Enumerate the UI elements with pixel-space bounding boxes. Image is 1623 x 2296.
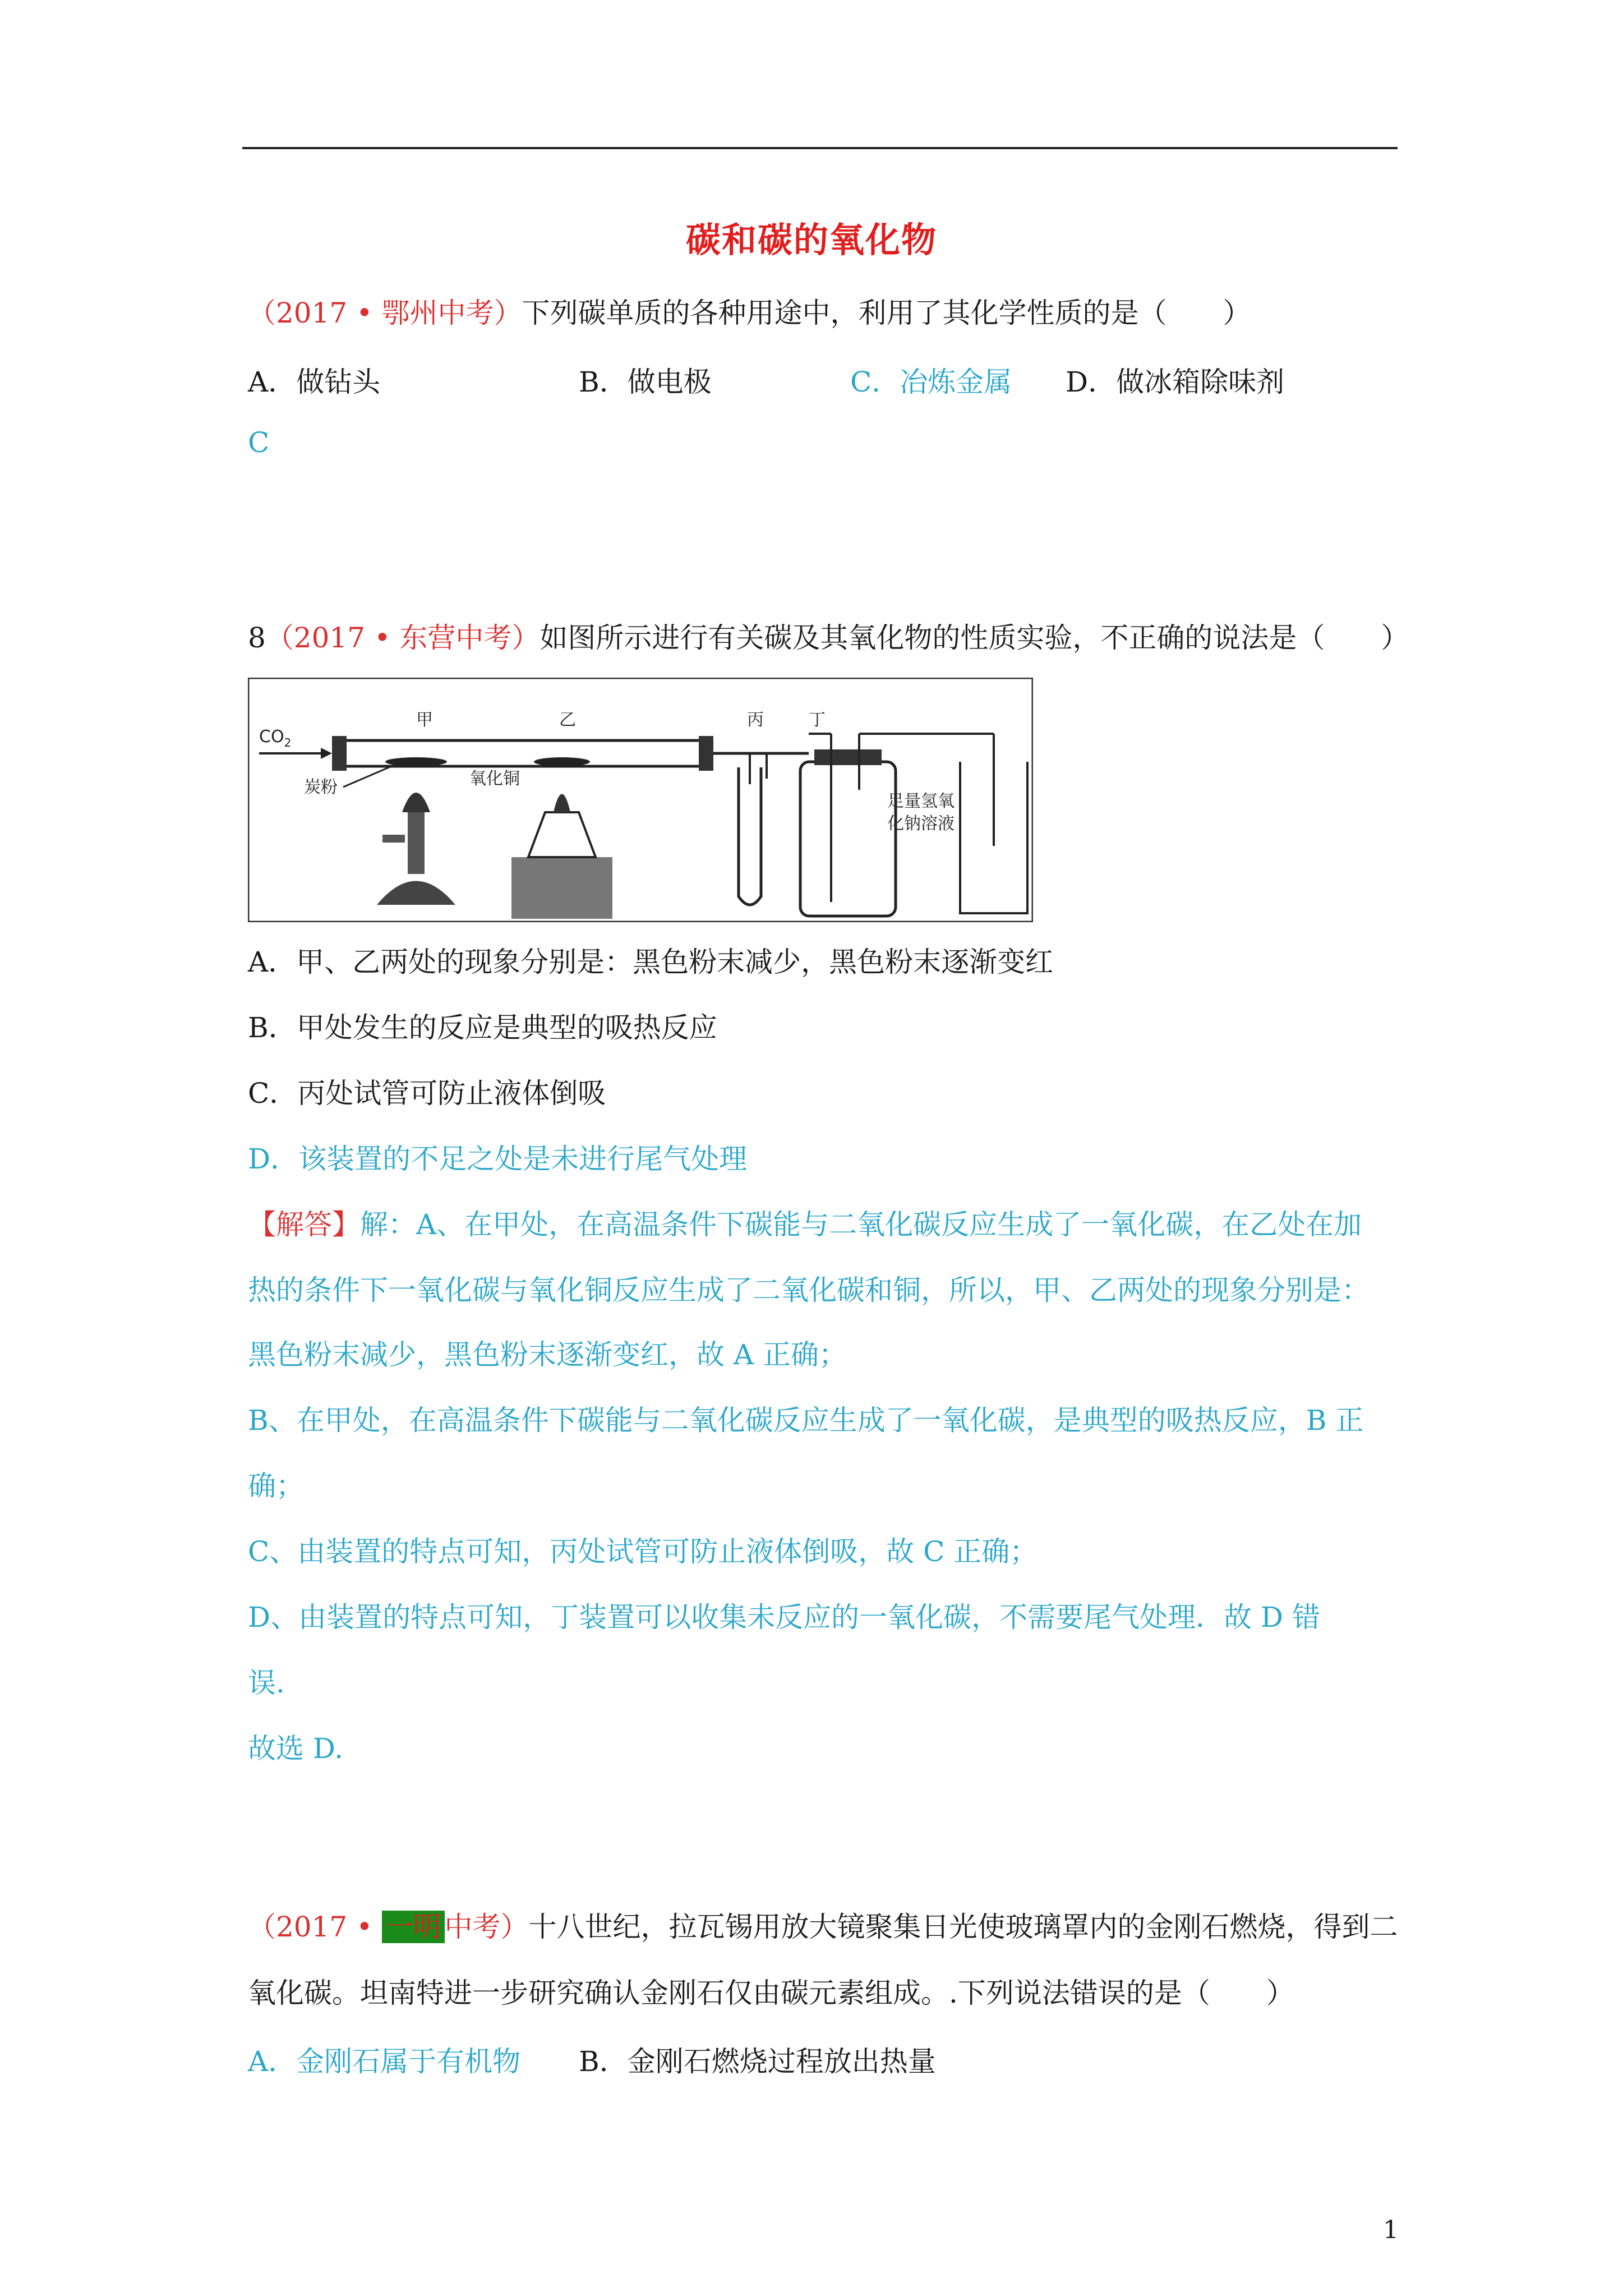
- question-1-option-d: D．做冰箱除味剂: [1066, 366, 1285, 398]
- analysis-line-8: 误.: [248, 1667, 285, 1699]
- label-tanfen: 炭粉: [304, 777, 338, 797]
- question-2-option-d: D．该装置的不足之处是未进行尾气处理: [248, 1143, 748, 1175]
- question-1-option-c: C．冶炼金属: [850, 366, 1012, 398]
- question-3-option-b: B．金刚石燃烧过程放出热量: [579, 2045, 936, 2078]
- analysis-line-6: C、由装置的特点可知，丙处试管可防止液体倒吸，故 C 正确；: [248, 1535, 1038, 1568]
- question-3-source-city: 一明: [382, 1911, 445, 1943]
- analysis-line-1: 【解答】解：A、在甲处，在高温条件下碳能与二氧化碳反应生成了一氧化碳，在乙处在加: [248, 1208, 1362, 1241]
- question-1-stem: [248, 293, 1251, 333]
- question-1-option-b: B．做电极: [579, 366, 712, 398]
- question-2-number: 8: [248, 622, 266, 654]
- question-2-option-b: B．甲处发生的反应是典型的吸热反应: [248, 1011, 717, 1044]
- label-bing: 丙: [747, 710, 764, 730]
- question-1-source: （2017 • 鄂州中考）: [248, 297, 522, 329]
- question-1-option-a: A．做钻头: [248, 366, 381, 398]
- page-title: 碳和碳的氧化物: [685, 219, 937, 260]
- label-co2: $CO_2$: [259, 727, 292, 749]
- analysis-line-5: 确；: [248, 1470, 304, 1502]
- label-naoh-2: 化钠溶液: [887, 814, 955, 834]
- experiment-apparatus-figure: [248, 678, 1033, 922]
- label-ding: 丁: [809, 710, 826, 730]
- label-naoh-1: 足量氢氧: [887, 792, 955, 811]
- page-number: 1: [1383, 2216, 1399, 2244]
- question-3-stem-line-2: 氧化碳。坦南特进一步研究确认金刚石仅由碳元素组成。.下列说法错误的是（ ）: [248, 1977, 1294, 2009]
- question-1-answer: C: [248, 426, 270, 459]
- label-yanghuatong: 氧化铜: [469, 769, 520, 789]
- question-2-option-a: A．甲、乙两处的现象分别是：黑色粉末减少，黑色粉末逐渐变红: [248, 946, 1054, 978]
- label-jia: 甲: [416, 710, 433, 730]
- label-yi: 乙: [559, 710, 576, 730]
- analysis-line-7: D、由装置的特点可知，丁装置可以收集未反应的一氧化碳，不需要尾气处理．故 D 错: [248, 1601, 1320, 1634]
- question-2-text: 如图所示进行有关碳及其氧化物的性质实验，不正确的说法是（ ）: [540, 622, 1409, 654]
- question-2-source: （2017 • 东营中考）: [265, 622, 540, 654]
- analysis-line-2: 热的条件下一氧化碳与氧化铜反应生成了二氧化碳和铜，所以，甲、乙两处的现象分别是：: [248, 1274, 1370, 1306]
- analysis-line-4: B、在甲处，在高温条件下碳能与二氧化碳反应生成了一氧化碳，是典型的吸热反应，B 正: [248, 1404, 1364, 1437]
- question-2-option-c: C．丙处试管可防止液体倒吸: [248, 1077, 606, 1110]
- question-3-option-a: A．金刚石属于有机物: [248, 2045, 521, 2078]
- analysis-label: 【解答】: [248, 1208, 360, 1241]
- question-2-stem: [248, 618, 1409, 657]
- question-1-text: 下列碳单质的各种用途中，利用了其化学性质的是（ ）: [522, 297, 1251, 329]
- header-rule: [242, 147, 1398, 149]
- analysis-line-3: 黑色粉末减少，黑色粉末逐渐变红，故 A 正确；: [248, 1338, 847, 1371]
- question-3-stem-line-1: （2017 • 一明 中考）十八世纪，拉瓦锡用放大镜聚集日光使玻璃罩内的金刚石燃烧，得到二: [248, 1911, 1398, 1943]
- analysis-line-9: 故选 D.: [248, 1732, 344, 1765]
